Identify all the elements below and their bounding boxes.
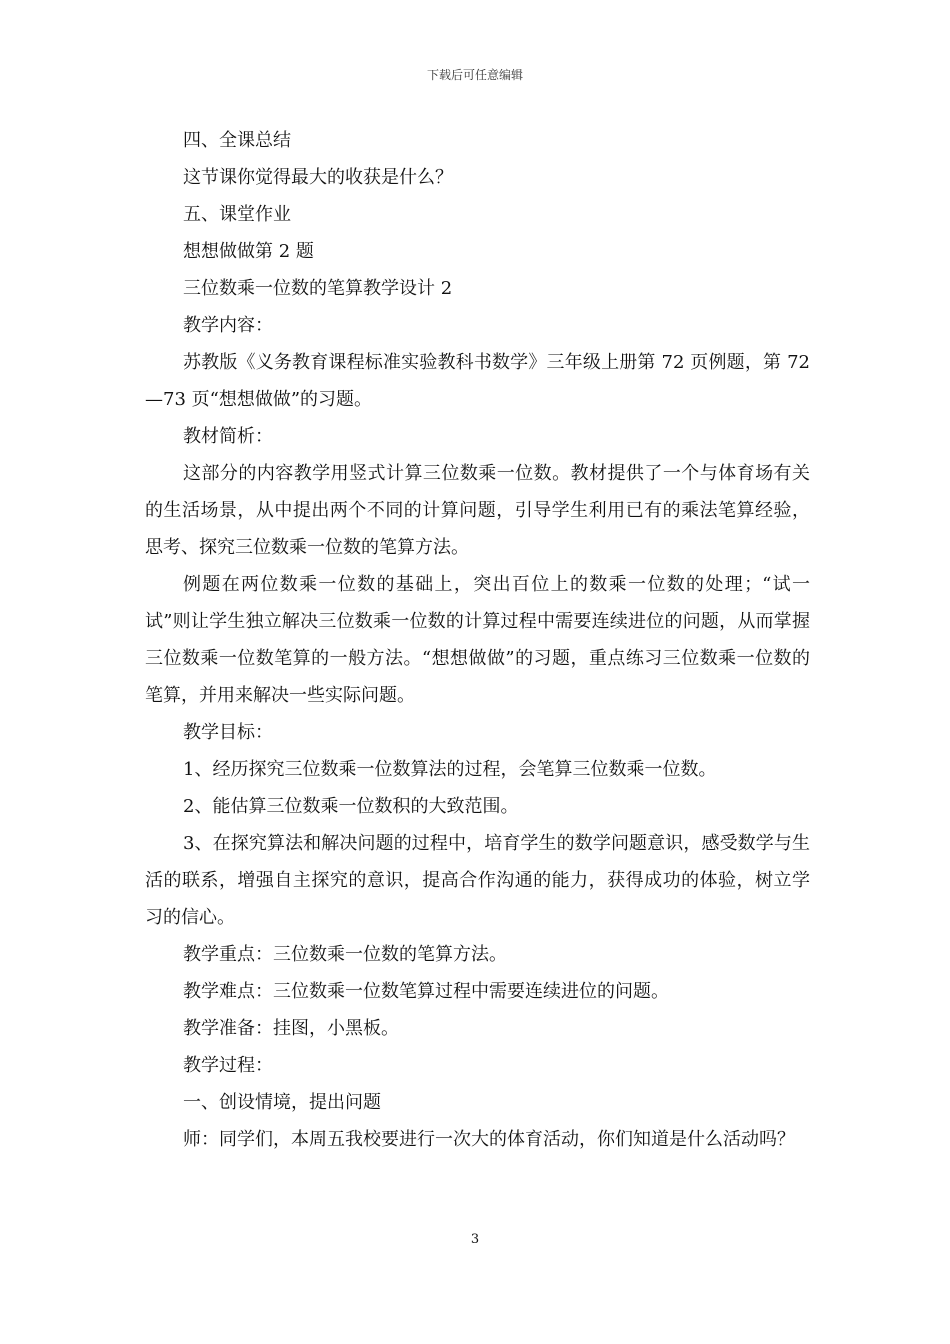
section-heading-process: 教学过程： xyxy=(183,1055,273,1076)
paragraph: 一、创设情境，提出问题 xyxy=(183,1092,381,1113)
list-item: 2、能估算三位数乘一位数积的大致范围。 xyxy=(183,796,519,817)
document-body xyxy=(145,122,810,1158)
paragraph: 苏教版《义务教育课程标准实验教科书数学》三年级上册第 72 页例题，第 72—73 页“想想做做”的习题。 xyxy=(145,352,810,410)
paragraph: 师：同学们，本周五我校要进行一次大的体育活动，你们知道是什么活动吗？ xyxy=(183,1129,795,1150)
paragraph: 例题在两位数乘一位数的基础上，突出百位上的数乘一位数的处理；“试一试”则让学生独立解决三位数乘一位数的计算过程中需要连续进位的问题，从而掌握三位数乘一位数笔算的一般方法。“想想做做”的习题，重点练习三位数乘一位数的笔算，并用来解决一些实际问题。 xyxy=(145,574,810,706)
section-heading-content: 教学内容： xyxy=(183,315,273,336)
document-subtitle: 三位数乘一位数的笔算教学设计 2 xyxy=(183,278,453,299)
section-heading-objectives: 教学目标： xyxy=(183,722,273,743)
paragraph: 教学重点：三位数乘一位数的笔算方法。 xyxy=(183,944,507,965)
section-heading-homework: 五、课堂作业 xyxy=(183,204,291,225)
paragraph: 教学准备：挂图，小黑板。 xyxy=(183,1018,399,1039)
list-item: 1、经历探究三位数乘一位数算法的过程，会笔算三位数乘一位数。 xyxy=(183,759,717,780)
paragraph: 教学难点：三位数乘一位数笔算过程中需要连续进位的问题。 xyxy=(183,981,669,1002)
paragraph: 这部分的内容教学用竖式计算三位数乘一位数。教材提供了一个与体育场有关的生活场景，从中提出两个不同的计算问题，引导学生利用已有的乘法笔算经验，思考、探究三位数乘一位数的笔算方法。 xyxy=(145,463,810,558)
section-heading-analysis: 教材简析： xyxy=(183,426,273,447)
list-item: 3、在探究算法和解决问题的过程中，培育学生的数学问题意识，感受数学与生活的联系，增强自主探究的意识，提高合作沟通的能力，获得成功的体验，树立学习的信心。 xyxy=(145,833,810,928)
page-number: 3 xyxy=(470,1232,480,1247)
paragraph: 想想做做第 2 题 xyxy=(183,241,314,262)
paragraph: 这节课你觉得最大的收获是什么？ xyxy=(183,167,453,188)
section-heading-summary: 四、全课总结 xyxy=(183,130,291,151)
page-header: 下载后可任意编辑 xyxy=(426,68,523,82)
